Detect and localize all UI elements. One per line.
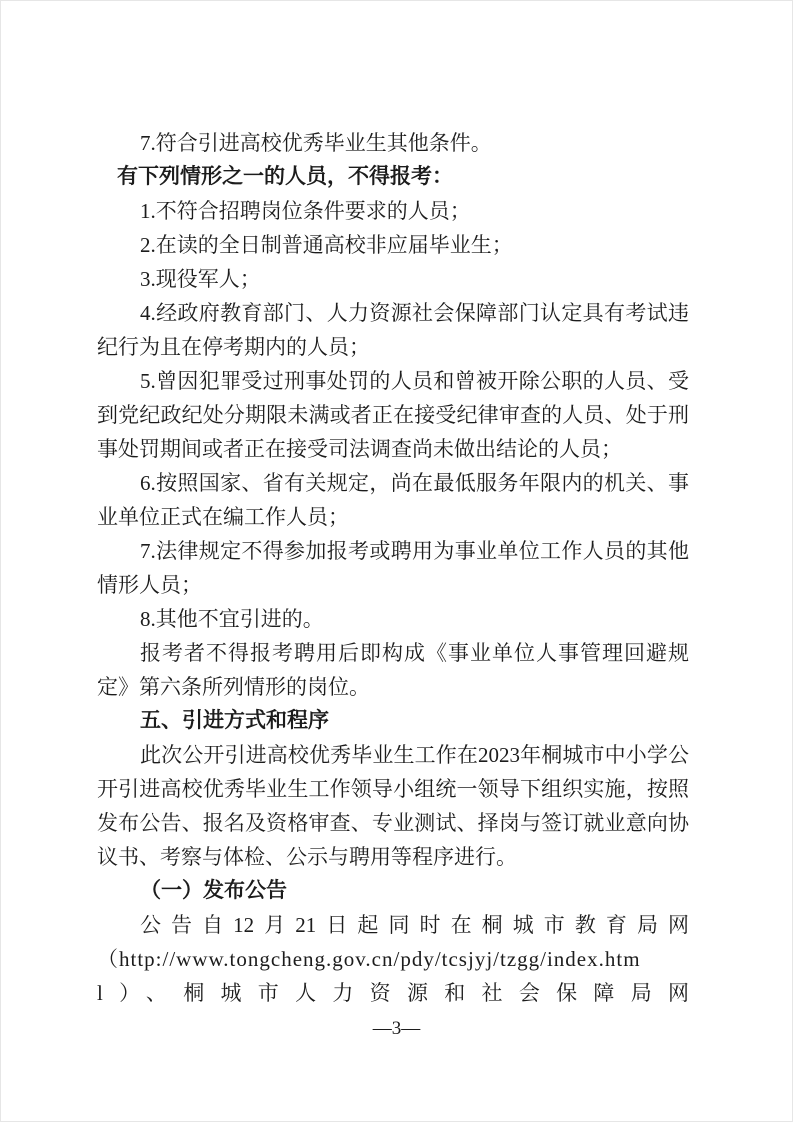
paragraph-procedure-overview: 此次公开引进高校优秀毕业生工作在2023年桐城市中小学公开引进高校优秀毕业生工作领导小组统一领导下组织实施，按照发布公告、报名及资格审查、专业测试、择岗与签订就业意向协议书、考察与体检、公示与聘用等程序进行。	[97, 743, 689, 869]
ineligible-item-1: 1.不符合招聘岗位条件要求的人员；	[140, 199, 471, 223]
heading-subsection-1-announcement: （一）发布公告	[140, 879, 287, 902]
ineligible-item-6: 6.按照国家、省有关规定，尚在最低服务年限内的机关、事业单位正式在编工作人员；	[97, 471, 689, 529]
ineligible-item-4: 4.经政府教育部门、人力资源社会保障部门认定具有考试违纪行为且在停考期内的人员；	[97, 301, 689, 359]
ineligible-item-5: 5.曾因犯罪受过刑事处罚的人员和曾被开除公职的人员、受到党纪政纪处分期限未满或者正在接受纪律审查的人员、处于刑事处罚期间或者正在接受司法调查尚未做出结论的人员；	[97, 369, 689, 461]
page-number: —3—	[372, 1018, 421, 1039]
ineligible-item-3: 3.现役军人；	[140, 267, 261, 291]
ineligible-item-8: 8.其他不宜引进的。	[140, 607, 324, 631]
heading-ineligible-persons: 有下列情形之一的人员，不得报考：	[117, 165, 453, 188]
paragraph-avoidance-rule: 报考者不得报考聘用后即构成《事业单位人事管理回避规定》第六条所列情形的岗位。	[97, 641, 689, 699]
ineligible-item-2: 2.在读的全日制普通高校非应届毕业生；	[140, 233, 513, 257]
ineligible-item-7: 7.法律规定不得参加报考或聘用为事业单位工作人员的其他情形人员；	[97, 539, 689, 597]
heading-section-5-method-procedure: 五、引进方式和程序	[140, 709, 329, 732]
announcement-line-hrss-site: l）、桐城市人力资源和社会保障局网	[97, 981, 689, 1005]
document-body	[97, 126, 689, 1010]
announcement-line-education-site: 公告自12月21日起同时在桐城市教育局网	[140, 913, 689, 937]
paragraph-condition-7: 7.符合引进高校优秀毕业生其他条件。	[140, 131, 492, 155]
announcement-url-line: （http://www.tongcheng.gov.cn/pdy/tcsjyj/tzgg/index.htm	[97, 947, 641, 971]
